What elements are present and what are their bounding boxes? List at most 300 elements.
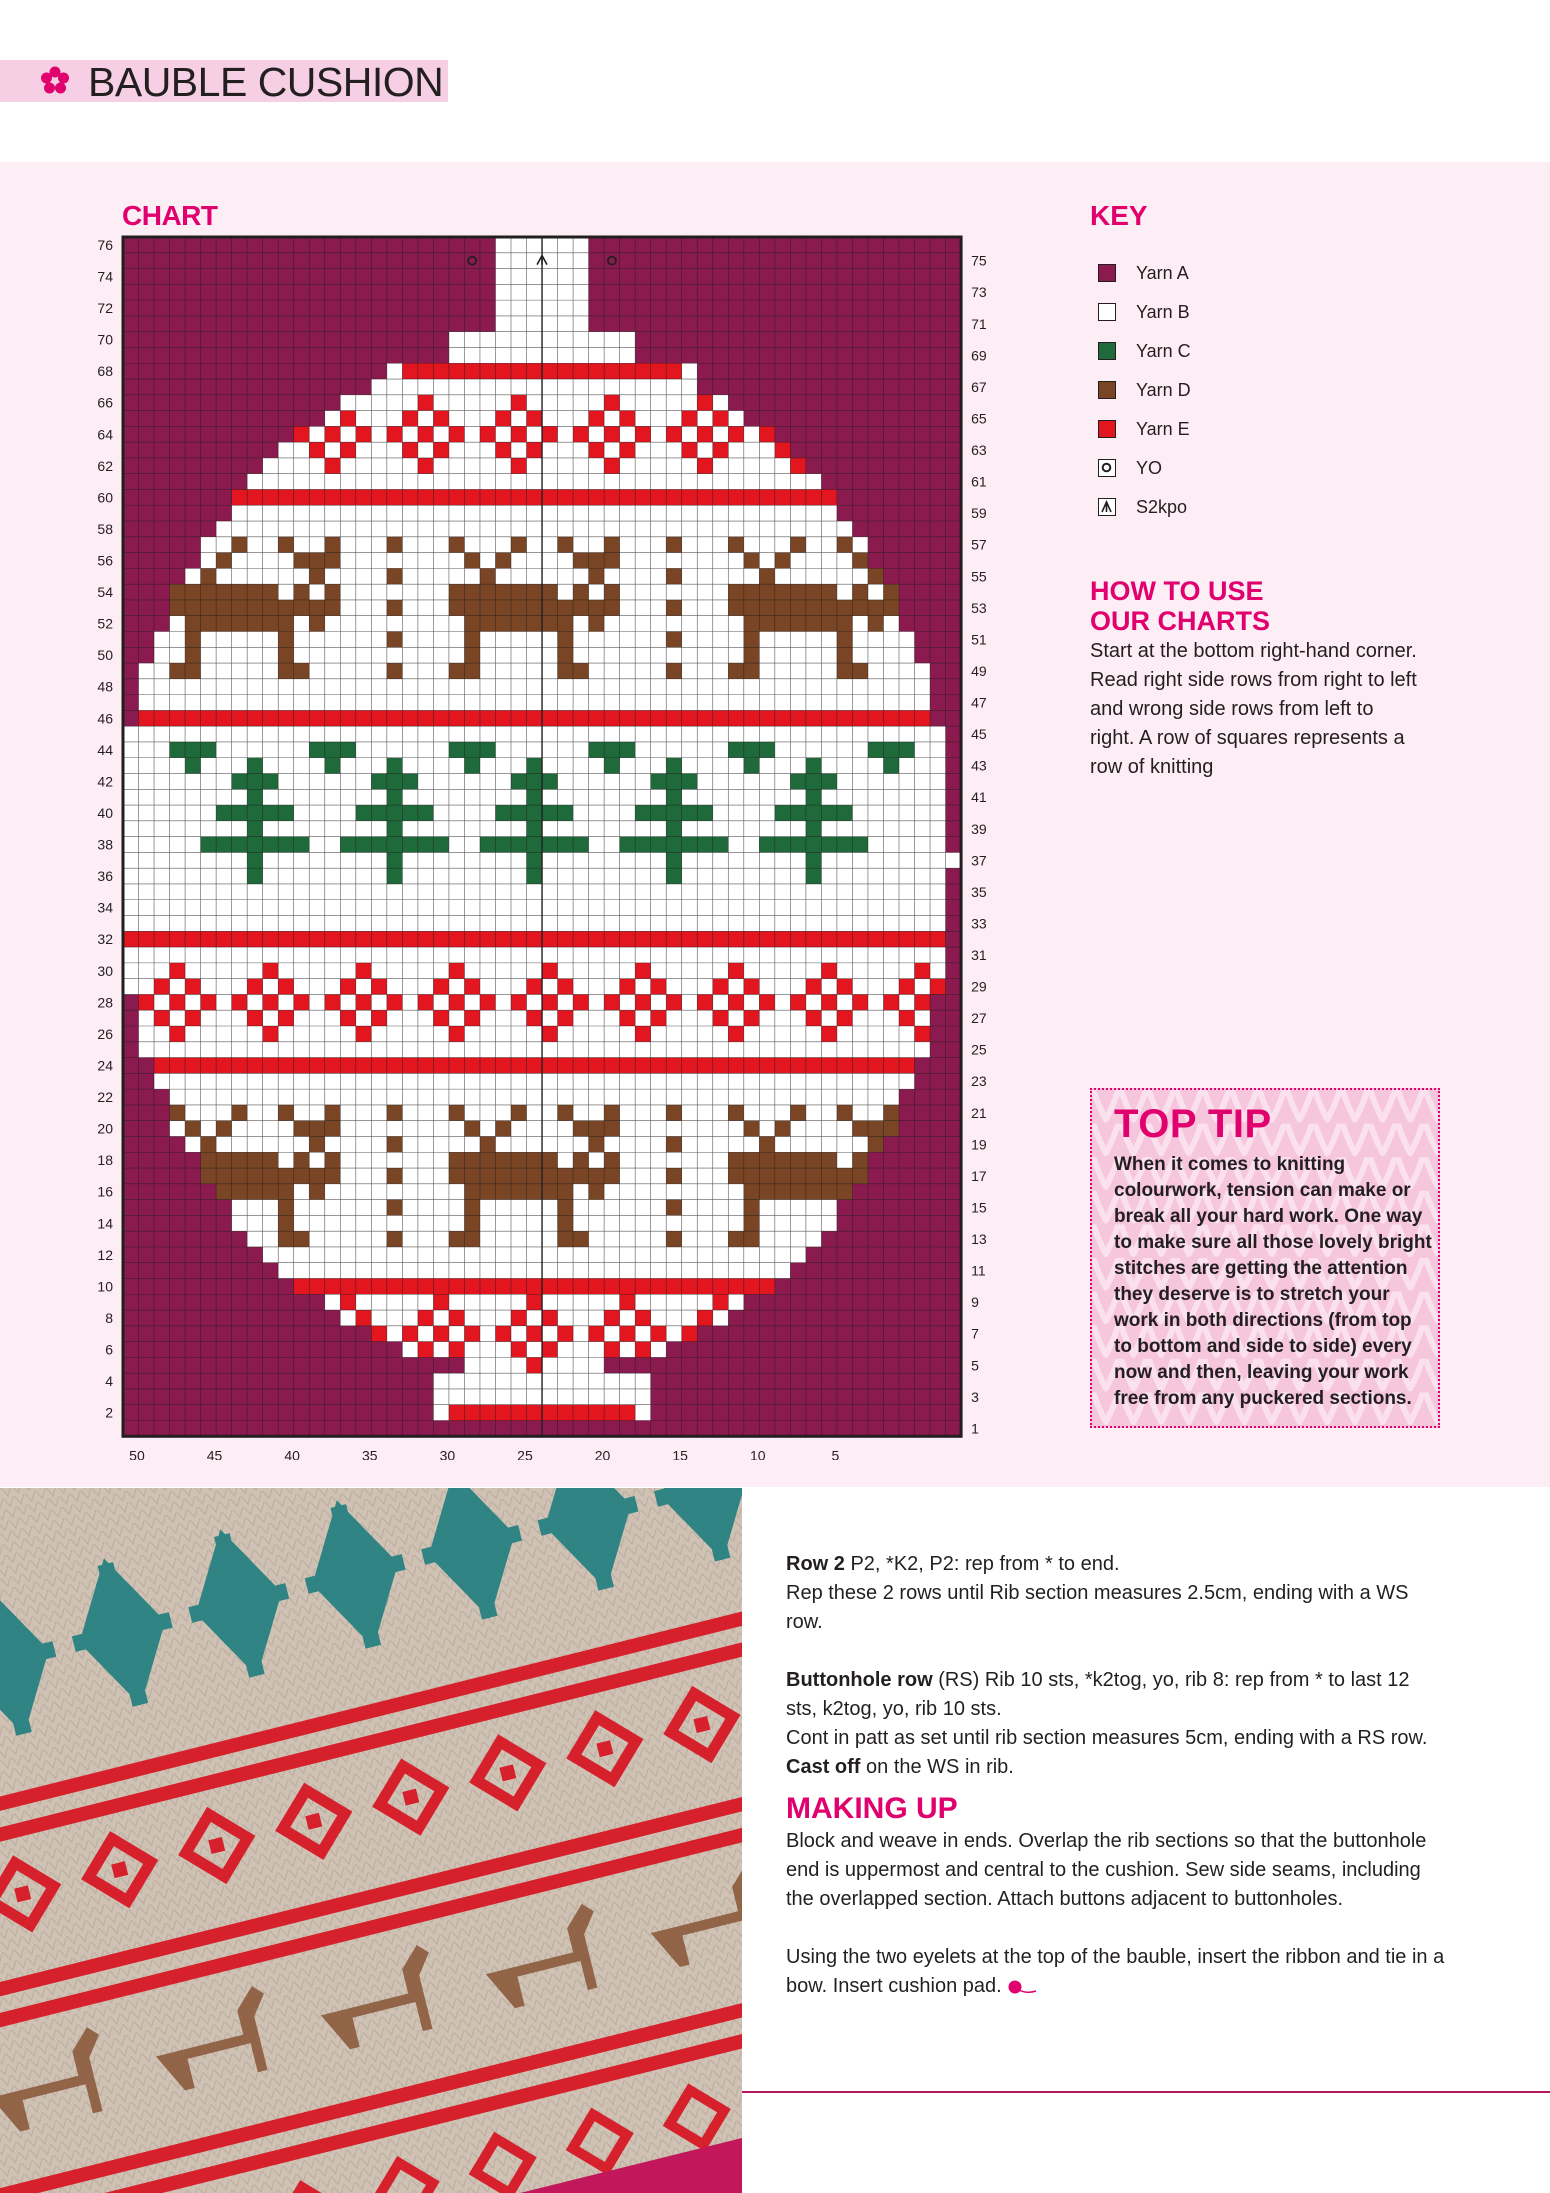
chart-cell-run — [340, 1010, 356, 1026]
chart-cell-run — [728, 537, 744, 553]
chart-cell-run — [604, 537, 620, 553]
chart-cell-run — [340, 584, 449, 600]
chart-cell-run — [371, 994, 387, 1010]
chart-cell-run — [123, 537, 201, 553]
chart-cell-run — [728, 426, 744, 442]
chart-cell-run — [946, 963, 962, 979]
row-number-left: 10 — [97, 1278, 113, 1295]
chart-cell-run — [170, 1121, 186, 1137]
chart-cell-run — [309, 616, 325, 632]
chart-cell-run — [697, 411, 713, 427]
chart-cell-run — [604, 1342, 620, 1358]
chart-cell-run — [201, 1136, 217, 1152]
chart-cell-run — [325, 1105, 341, 1121]
chart-cell-run — [728, 994, 744, 1010]
chart-cell-run — [744, 1121, 760, 1137]
chart-cell-run — [527, 789, 543, 805]
row-number-right: 11 — [971, 1262, 986, 1279]
chart-cell-run — [682, 994, 698, 1010]
chart-cell-run — [402, 1168, 449, 1184]
chart-cell-run — [666, 821, 682, 837]
chart-cell-run — [154, 994, 170, 1010]
chart-cell-run — [790, 994, 806, 1010]
chart-cell-run — [309, 426, 325, 442]
row-number-right: 69 — [971, 347, 987, 364]
chart-cell-run — [201, 1168, 341, 1184]
chart-cell-run — [123, 963, 170, 979]
chart-cell-run — [558, 1026, 636, 1042]
chart-cell-run — [558, 1342, 605, 1358]
chart-cell-run — [542, 1026, 558, 1042]
chart-cell-run — [682, 411, 698, 427]
page-title: BAUBLE CUSHION — [88, 59, 444, 105]
chart-cell-run — [666, 1168, 682, 1184]
chart-cell-run — [371, 1010, 387, 1026]
chart-cell-run — [930, 963, 946, 979]
chart-cell-run — [744, 979, 760, 995]
chart-cell-run — [852, 616, 868, 632]
knitting-chart — [80, 230, 1020, 1460]
chart-cell-run — [433, 979, 449, 995]
chart-cell-run — [728, 1105, 744, 1121]
chart-cell-run — [697, 994, 713, 1010]
chart-cell-run — [387, 1231, 403, 1247]
chart-cell-run — [604, 1184, 744, 1200]
chart-cell-run — [201, 837, 310, 853]
chart-cell-run — [915, 1058, 962, 1074]
chart-cell-run — [635, 1342, 651, 1358]
chart-cell-run — [558, 979, 574, 995]
chart-cell-run — [123, 726, 946, 742]
chart-cell-run — [558, 584, 574, 600]
row-number-right: 17 — [971, 1167, 987, 1184]
chart-cell-run — [325, 1294, 341, 1310]
chart-cell-run — [201, 568, 217, 584]
row-number-right: 47 — [971, 694, 987, 711]
row-number-right: 75 — [971, 252, 987, 269]
chart-cell-run — [201, 663, 279, 679]
chart-cell-run — [527, 1326, 543, 1342]
chart-cell-run — [682, 1326, 698, 1342]
chart-cell-run — [821, 1026, 837, 1042]
chart-cell-run — [728, 1010, 744, 1026]
chart-cell-run — [449, 963, 465, 979]
buttonhole-paragraph — [786, 1666, 1446, 1724]
chart-cell-run — [744, 1215, 760, 1231]
chart-cell-run — [480, 1136, 496, 1152]
chart-cell-run — [620, 1326, 636, 1342]
chart-cell-run — [232, 537, 248, 553]
chart-cell-run — [325, 1152, 341, 1168]
chart-cell-run — [790, 774, 837, 790]
chart-cell-run — [589, 1136, 605, 1152]
chart-cell-run — [527, 979, 543, 995]
chart-cell-run — [558, 537, 574, 553]
chart-cell-run — [542, 426, 558, 442]
chart-cell-run — [123, 1168, 201, 1184]
row-number-left: 54 — [97, 584, 113, 601]
chart-cell-run — [573, 616, 589, 632]
chart-cell-run — [216, 1184, 294, 1200]
row-number-left: 66 — [97, 394, 113, 411]
chart-cell-run — [371, 774, 418, 790]
chart-cell-run — [682, 1231, 729, 1247]
chart-cell-run — [744, 553, 760, 569]
chart-cell-run — [464, 1200, 480, 1216]
chart-cell-run — [666, 758, 682, 774]
chart-cell-run — [123, 363, 387, 379]
row-number-left: 2 — [105, 1404, 113, 1421]
chart-cell-run — [527, 442, 543, 458]
chart-cell-run — [247, 474, 822, 490]
chart-cell-run — [868, 742, 915, 758]
chart-cell-run — [511, 442, 527, 458]
chart-cell-run — [278, 584, 294, 600]
chart-cell-run — [464, 1010, 480, 1026]
chart-cell-run — [589, 584, 605, 600]
chart-cell-run — [682, 1136, 760, 1152]
chart-cell-run — [464, 616, 573, 632]
chart-cell-run — [915, 632, 962, 648]
row-number-right: 51 — [971, 631, 987, 648]
chart-cell-run — [433, 1326, 449, 1342]
chart-cell-run — [170, 963, 186, 979]
chart-heading: CHART — [122, 200, 218, 231]
chart-cell-run — [527, 395, 605, 411]
chart-cell-run — [604, 1105, 620, 1121]
chart-cell-run — [573, 1121, 620, 1137]
chart-cell-run — [946, 789, 962, 805]
chart-cell-run — [263, 994, 279, 1010]
chart-cell-run — [387, 868, 403, 884]
chart-cell-run — [620, 758, 667, 774]
chart-cell-run — [387, 600, 403, 616]
chart-cell-run — [852, 1152, 868, 1168]
row-number-right: 13 — [971, 1231, 987, 1248]
chart-cell-run — [620, 994, 636, 1010]
chart-cell-run — [899, 979, 915, 995]
color-swatch-icon — [1098, 381, 1116, 399]
chart-cell-run — [449, 600, 620, 616]
row-number-left: 70 — [97, 331, 113, 348]
chart-cell-run — [449, 1294, 527, 1310]
chart-cell-run — [464, 963, 542, 979]
chart-cell-run — [123, 411, 325, 427]
chart-cell-run — [915, 1010, 931, 1026]
row-number-left: 16 — [97, 1183, 113, 1200]
chart-cell-run — [371, 1026, 449, 1042]
chart-cell-run — [433, 1310, 449, 1326]
chart-cell-run — [309, 1231, 387, 1247]
chart-cell-run — [728, 1310, 961, 1326]
chart-cell-run — [728, 442, 775, 458]
chart-cell-run — [759, 663, 837, 679]
chart-cell-run — [449, 537, 465, 553]
chart-cell-run — [480, 1231, 558, 1247]
chart-cell-run — [495, 1326, 511, 1342]
chart-cell-run — [387, 363, 403, 379]
chart-cell-run — [325, 758, 341, 774]
chart-cell-run — [635, 332, 961, 348]
chart-cell-run — [806, 994, 822, 1010]
chart-cell-run — [247, 821, 263, 837]
chart-cell-run — [511, 395, 527, 411]
row-number-left: 58 — [97, 520, 113, 537]
chart-cell-run — [589, 426, 605, 442]
row-number-right: 15 — [971, 1199, 987, 1216]
chart-cell-run — [154, 1073, 915, 1089]
chart-cell-run — [666, 1136, 682, 1152]
chart-cell-run — [325, 994, 341, 1010]
chart-cell-run — [340, 1152, 449, 1168]
row-number-left: 26 — [97, 1025, 113, 1042]
chart-cell-run — [201, 647, 279, 663]
chart-cell-run — [790, 442, 961, 458]
chart-cell-run — [604, 426, 620, 442]
chart-cell-run — [837, 994, 853, 1010]
row-number-left: 46 — [97, 710, 113, 727]
chart-cell-run — [759, 994, 775, 1010]
chart-cell-run — [558, 1200, 574, 1216]
castoff-text: on the WS in rib. — [860, 1756, 1014, 1778]
chart-cell-run — [728, 395, 961, 411]
chart-cell-run — [123, 679, 139, 695]
chart-cell-run — [558, 1215, 574, 1231]
chart-cell-run — [527, 1010, 543, 1026]
chart-cell-run — [371, 963, 449, 979]
chart-cell-run — [744, 1184, 853, 1200]
howto-heading — [1090, 576, 1350, 636]
chart-cell-run — [821, 963, 837, 979]
chart-cell-run — [666, 537, 682, 553]
row-number-left: 74 — [97, 268, 113, 285]
chart-cell-run — [480, 1010, 527, 1026]
row-number-left: 44 — [97, 741, 113, 758]
row-number-right: 55 — [971, 568, 987, 585]
chart-cell-run — [511, 1310, 527, 1326]
instructions-column — [786, 1550, 1446, 2001]
row-number-left: 68 — [97, 363, 113, 380]
column-number: 20 — [594, 1447, 611, 1460]
chart-cell-run — [946, 758, 962, 774]
chart-cell-run — [837, 632, 853, 648]
chart-cell-run — [589, 1326, 605, 1342]
chart-cell-run — [837, 1010, 853, 1026]
chart-cell-run — [697, 458, 713, 474]
castoff-label: Cast off — [786, 1756, 861, 1778]
chart-cell-run — [464, 994, 480, 1010]
row-number-right: 19 — [971, 1136, 987, 1153]
chart-cell-run — [728, 600, 899, 616]
chart-cell-run — [418, 458, 434, 474]
chart-cell-run — [651, 774, 698, 790]
row-number-left: 30 — [97, 962, 113, 979]
chart-cell-run — [480, 758, 527, 774]
key-item-yo — [1098, 456, 1163, 480]
chart-cell-run — [651, 979, 667, 995]
chart-cell-run — [294, 616, 310, 632]
chart-cell-run — [294, 1121, 341, 1137]
chart-cell-run — [899, 758, 946, 774]
row-number-left: 28 — [97, 994, 113, 1011]
yo-circle-icon — [1098, 459, 1116, 477]
row-number-right: 49 — [971, 662, 987, 679]
chart-cell-run — [464, 1342, 511, 1358]
chart-cell-run — [201, 994, 217, 1010]
chart-cell-run — [263, 1247, 807, 1263]
chart-cell-run — [728, 742, 775, 758]
chart-cell-run — [744, 426, 760, 442]
chart-cell-run — [620, 458, 698, 474]
chart-cell-run — [170, 584, 279, 600]
chart-cell-run — [340, 395, 418, 411]
row2-paragraph — [786, 1550, 1446, 1579]
chart-cell-run — [868, 1136, 884, 1152]
chart-cell-run — [806, 1010, 822, 1026]
chart-cell-run — [278, 1010, 294, 1026]
chart-cell-run — [558, 1310, 605, 1326]
row-number-right: 41 — [971, 789, 987, 806]
chart-cell-run — [232, 774, 279, 790]
chart-cell-run — [154, 1010, 170, 1026]
row-number-left: 60 — [97, 489, 113, 506]
chart-cell-run — [201, 979, 248, 995]
chart-cell-run — [620, 600, 667, 616]
chart-cell-run — [635, 1010, 651, 1026]
chart-cell-run — [433, 1294, 449, 1310]
chart-cell-run — [852, 1184, 961, 1200]
chart-cell-run — [387, 1168, 403, 1184]
chart-cell-run — [511, 1326, 527, 1342]
chart-cell-run — [790, 458, 806, 474]
chart-cell-run — [651, 1342, 667, 1358]
chart-cell-run — [806, 868, 822, 884]
chart-cell-run — [340, 600, 387, 616]
chart-cell-run — [946, 774, 962, 790]
chart-cell-run — [356, 1294, 434, 1310]
row-number-left: 40 — [97, 804, 113, 821]
chart-cell-run — [123, 837, 201, 853]
chart-cell-run — [713, 426, 729, 442]
chart-cell-run — [340, 979, 356, 995]
chart-cell-run — [604, 1357, 961, 1373]
chart-cell-run — [542, 1342, 558, 1358]
chart-cell-run — [495, 442, 511, 458]
chart-cell-run — [123, 505, 232, 521]
chart-cell-run — [527, 852, 543, 868]
chart-cell-run — [666, 868, 682, 884]
row-number-right: 9 — [971, 1294, 979, 1311]
chart-cell-run — [821, 994, 837, 1010]
chart-cell-run — [589, 1184, 605, 1200]
row-number-right: 71 — [971, 315, 987, 332]
chart-cell-run — [527, 1342, 543, 1358]
chart-cell-run — [263, 1010, 279, 1026]
chart-cell-run — [651, 994, 667, 1010]
cont-paragraph: Cont in patt as set until rib section measures 5cm, ending with a RS row. — [786, 1727, 1428, 1749]
chart-cell-run — [464, 632, 480, 648]
chart-cell-run — [744, 963, 822, 979]
chart-cell-run — [759, 647, 837, 663]
chart-cell-run — [868, 568, 884, 584]
chart-cell-run — [402, 1342, 418, 1358]
chart-cell-run — [806, 979, 822, 995]
chart-cell-run — [278, 1105, 294, 1121]
chart-cell-run — [899, 1010, 915, 1026]
row-number-right: 31 — [971, 946, 987, 963]
chart-cell-run — [728, 584, 837, 600]
chart-cell-run — [573, 647, 744, 663]
chart-cell-run — [728, 1168, 868, 1184]
chart-cell-run — [635, 1294, 713, 1310]
chart-cell-run — [682, 363, 698, 379]
chart-cell-run — [744, 1026, 822, 1042]
chart-cell-run — [480, 979, 527, 995]
chart-cell-run — [185, 758, 201, 774]
top-tip-heading: TOP TIP — [1114, 1102, 1272, 1146]
chart-cell-run — [604, 1326, 620, 1342]
chart-cell-run — [852, 584, 868, 600]
castoff-paragraph — [786, 1753, 1446, 1782]
chart-cell-run — [418, 1326, 434, 1342]
chart-cell-run — [604, 458, 620, 474]
chart-cell-run — [309, 584, 325, 600]
chart-cell-run — [340, 1168, 387, 1184]
chart-cell-run — [852, 537, 868, 553]
column-number: 45 — [206, 1447, 223, 1460]
row-number-left: 14 — [97, 1215, 113, 1232]
chart-cell-run — [697, 1326, 961, 1342]
chart-cell-run — [464, 1326, 480, 1342]
chart-cell-run — [744, 537, 791, 553]
chart-cell-run — [573, 584, 589, 600]
chart-cell-run — [433, 994, 449, 1010]
chart-cell-run — [340, 426, 356, 442]
chart-cell-run — [744, 1105, 791, 1121]
row-number-left: 52 — [97, 615, 113, 632]
chart-cell-run — [883, 616, 899, 632]
row-number-right: 57 — [971, 536, 987, 553]
chart-cell-run — [340, 837, 449, 853]
chart-cell-run — [821, 979, 837, 995]
column-number: 10 — [749, 1447, 766, 1460]
chart-cell-run — [666, 979, 713, 995]
chart-cell-run — [170, 1010, 186, 1026]
chart-cell-run — [589, 742, 636, 758]
chart-cell-run — [713, 395, 729, 411]
chart-cell-run — [123, 916, 946, 932]
chart-cell-run — [635, 994, 651, 1010]
chart-cell-run — [123, 774, 232, 790]
row-number-right: 65 — [971, 410, 987, 427]
row-number-right: 3 — [971, 1388, 979, 1405]
chart-cell-run — [201, 553, 217, 569]
chart-cell-run — [527, 821, 543, 837]
chart-cell-run — [402, 1136, 480, 1152]
chart-cell-run — [542, 1294, 620, 1310]
chart-cell-run — [480, 1215, 558, 1231]
chart-cell-run — [123, 332, 449, 348]
chart-cell-run — [464, 553, 480, 569]
chart-cell-run — [123, 695, 139, 711]
making-up-heading: MAKING UP — [786, 1792, 958, 1825]
chart-cell-run — [589, 1152, 605, 1168]
chart-cell-run — [294, 1152, 310, 1168]
chart-cell-run — [558, 426, 574, 442]
chart-cell-run — [139, 695, 931, 711]
chart-cell-run — [418, 395, 434, 411]
chart-cell-run — [356, 1310, 372, 1326]
